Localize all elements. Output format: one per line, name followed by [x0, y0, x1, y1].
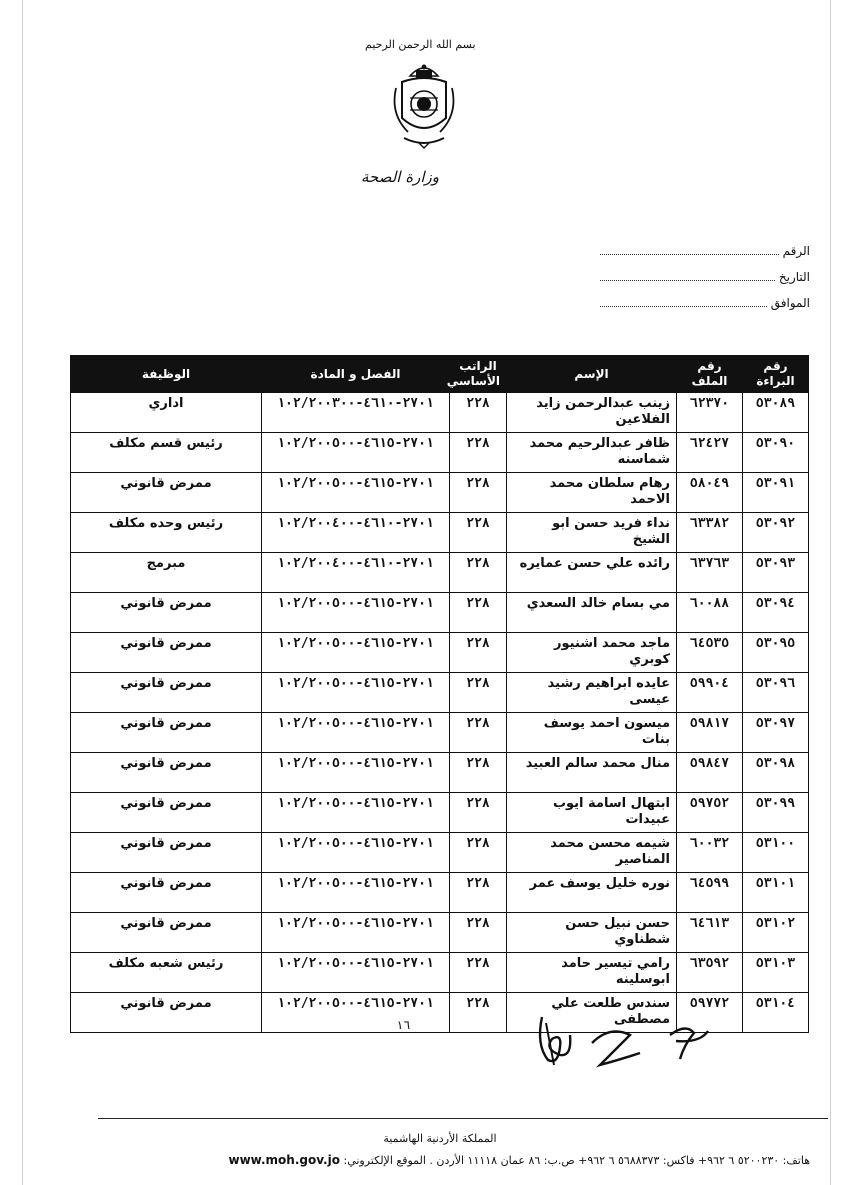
reference-corresponding-dots [600, 294, 767, 307]
footer-country-name: المملكة الأردنية الهاشمية [383, 1132, 497, 1145]
cell-file-number: ٦٠٠٣٢ [677, 833, 743, 873]
cell-file-number: ٦٤٦١٣ [677, 913, 743, 953]
cell-certificate-number: ٥٣٠٩٦ [743, 673, 809, 713]
cell-name: نداء فريد حسن ابو الشيخ [507, 513, 677, 553]
cell-file-number: ٦٢٣٧٠ [677, 393, 743, 433]
cell-chapter-article: ٢٧٠١-٤٦١٠-١٠٢/٢٠٠٤٠٠ [262, 553, 450, 593]
cell-chapter-article: ٢٧٠١-٤٦١٥-١٠٢/٢٠٠٥٠٠ [262, 793, 450, 833]
cell-certificate-number: ٥٣٠٩٥ [743, 633, 809, 673]
header-basic-salary: الراتب الأساسي [450, 356, 507, 393]
cell-basic-salary: ٢٢٨ [450, 913, 507, 953]
reference-corresponding-line [600, 294, 810, 320]
table-row [71, 673, 809, 713]
cell-name: ابتهال اسامة ايوب عبيدات [507, 793, 677, 833]
cell-basic-salary: ٢٢٨ [450, 793, 507, 833]
cell-certificate-number: ٥٣٠٩١ [743, 473, 809, 513]
cell-file-number: ٥٩٩٠٤ [677, 673, 743, 713]
reference-number-line [600, 242, 810, 268]
cell-job-title: مبرمج [71, 553, 262, 593]
cell-certificate-number: ٥٣١٠٣ [743, 953, 809, 993]
cell-file-number: ٦٣٣٨٢ [677, 513, 743, 553]
cell-name: ميسون احمد يوسف بنات [507, 713, 677, 753]
cell-chapter-article: ٢٧٠١-٤٦١٥-١٠٢/٢٠٠٥٠٠ [262, 753, 450, 793]
cell-chapter-article: ٢٧٠١-٤٦١٥-١٠٢/٢٠٠٥٠٠ [262, 433, 450, 473]
cell-certificate-number: ٥٣٠٩٢ [743, 513, 809, 553]
cell-basic-salary: ٢٢٨ [450, 753, 507, 793]
page-edge-right [830, 0, 831, 1185]
cell-name: ماجد محمد اشنيور كوبري [507, 633, 677, 673]
table-row [71, 433, 809, 473]
table-row [71, 953, 809, 993]
cell-name: رامي تيسير حامد ابوسلينه [507, 953, 677, 993]
cell-chapter-article: ٢٧٠١-٤٦١٠-١٠٢/٢٠٠٣٠٠ [262, 393, 450, 433]
footer-contact-text: هاتف: ٥٢٠٠٢٣٠ ٦ ٩٦٢+ فاكس: ٥٦٨٨٣٧٣ ٦ ٩٦٢+ ص.ب: ٨٦ عمان ١١١١٨ الأردن . الموقع الإلكتروني: [343, 1154, 810, 1167]
cell-name: عايده ابراهيم رشيد عيسى [507, 673, 677, 713]
cell-certificate-number: ٥٣٠٩٣ [743, 553, 809, 593]
table-row [71, 553, 809, 593]
cell-name: سندس طلعت علي مصطفى [507, 993, 677, 1033]
table-row [71, 513, 809, 553]
cell-job-title: رئيس قسم مكلف [71, 433, 262, 473]
header-certificate-number: رقم البراءة [743, 356, 809, 393]
cell-name: شيمه محسن محمد المناصير [507, 833, 677, 873]
cell-name: رهام سلطان محمد الاحمد [507, 473, 677, 513]
reference-date-line [600, 268, 810, 294]
cell-basic-salary: ٢٢٨ [450, 833, 507, 873]
cell-certificate-number: ٥٣٠٩٨ [743, 753, 809, 793]
cell-file-number: ٥٩٧٥٢ [677, 793, 743, 833]
cell-basic-salary: ٢٢٨ [450, 993, 507, 1033]
table-row [71, 593, 809, 633]
cell-name: رائده علي حسن عمايره [507, 553, 677, 593]
cell-certificate-number: ٥٣١٠٢ [743, 913, 809, 953]
cell-job-title: ممرض قانوني [71, 473, 262, 513]
jordan-coat-of-arms-icon [388, 58, 460, 150]
cell-job-title: ممرض قانوني [71, 593, 262, 633]
cell-job-title: ممرض قانوني [71, 753, 262, 793]
cell-file-number: ٦٢٤٢٧ [677, 433, 743, 473]
table-row [71, 713, 809, 753]
table-row [71, 473, 809, 513]
cell-file-number: ٥٩٨٤٧ [677, 753, 743, 793]
cell-basic-salary: ٢٢٨ [450, 433, 507, 473]
reference-number-dots [600, 242, 779, 255]
cell-certificate-number: ٥٣٠٩٩ [743, 793, 809, 833]
cell-job-title: ممرض قانوني [71, 833, 262, 873]
footer-contact-line [140, 1153, 810, 1167]
cell-name: نوره خليل يوسف عمر [507, 873, 677, 913]
cell-chapter-article: ٢٧٠١-٤٦١٥-١٠٢/٢٠٠٥٠٠ [262, 913, 450, 953]
cell-basic-salary: ٢٢٨ [450, 953, 507, 993]
ministry-name: وزارة الصحة [361, 168, 439, 186]
cell-chapter-article: ٢٧٠١-٤٦١٥-١٠٢/٢٠٠٥٠٠ [262, 593, 450, 633]
cell-chapter-article: ٢٧٠١-٤٦١٥-١٠٢/٢٠٠٥٠٠ [262, 953, 450, 993]
cell-basic-salary: ٢٢٨ [450, 513, 507, 553]
header-name: الإسم [507, 356, 677, 393]
cell-file-number: ٥٩٧٧٢ [677, 993, 743, 1033]
cell-basic-salary: ٢٢٨ [450, 633, 507, 673]
cell-name: زينب عبدالرحمن زايد الفلاعين [507, 393, 677, 433]
cell-job-title: ممرض قانوني [71, 633, 262, 673]
cell-file-number: ٥٩٨١٧ [677, 713, 743, 753]
table-row [71, 793, 809, 833]
cell-basic-salary: ٢٢٨ [450, 553, 507, 593]
cell-basic-salary: ٢٢٨ [450, 873, 507, 913]
cell-job-title: ممرض قانوني [71, 993, 262, 1033]
cell-certificate-number: ٥٣١٠٤ [743, 993, 809, 1033]
table-row [71, 393, 809, 433]
cell-certificate-number: ٥٣١٠١ [743, 873, 809, 913]
page-edge-left [22, 0, 23, 1185]
cell-file-number: ٦٤٥٩٩ [677, 873, 743, 913]
cell-job-title: ممرض قانوني [71, 673, 262, 713]
cell-file-number: ٦٣٥٩٢ [677, 953, 743, 993]
page-number: ١٦ [396, 1018, 411, 1032]
cell-job-title: ممرض قانوني [71, 793, 262, 833]
cell-basic-salary: ٢٢٨ [450, 393, 507, 433]
cell-name: منال محمد سالم العبيد [507, 753, 677, 793]
cell-certificate-number: ٥٣٠٨٩ [743, 393, 809, 433]
staff-table [70, 355, 809, 1033]
cell-chapter-article: ٢٧٠١-٤٦١٥-١٠٢/٢٠٠٥٠٠ [262, 473, 450, 513]
reference-number-label: الرقم [782, 244, 810, 258]
cell-file-number: ٥٨٠٤٩ [677, 473, 743, 513]
cell-certificate-number: ٥٣٠٩٤ [743, 593, 809, 633]
cell-job-title: رئيس وحده مكلف [71, 513, 262, 553]
cell-basic-salary: ٢٢٨ [450, 473, 507, 513]
cell-job-title: ممرض قانوني [71, 913, 262, 953]
cell-file-number: ٦٤٥٣٥ [677, 633, 743, 673]
header-chapter-article: الفصل و المادة [262, 356, 450, 393]
footer-divider [98, 1118, 828, 1119]
cell-basic-salary: ٢٢٨ [450, 593, 507, 633]
cell-basic-salary: ٢٢٨ [450, 713, 507, 753]
cell-job-title: رئيس شعبه مكلف [71, 953, 262, 993]
reference-date-dots [600, 268, 775, 281]
cell-name: مي بسام خالد السعدي [507, 593, 677, 633]
cell-certificate-number: ٥٣٠٩٠ [743, 433, 809, 473]
cell-file-number: ٦٣٧٦٣ [677, 553, 743, 593]
cell-chapter-article: ٢٧٠١-٤٦١٥-١٠٢/٢٠٠٥٠٠ [262, 833, 450, 873]
table-row [71, 873, 809, 913]
cell-file-number: ٦٠٠٨٨ [677, 593, 743, 633]
cell-job-title: اداري [71, 393, 262, 433]
header-job-title: الوظيفة [71, 356, 262, 393]
cell-chapter-article: ٢٧٠١-٤٦١٠-١٠٢/٢٠٠٤٠٠ [262, 513, 450, 553]
table-row [71, 633, 809, 673]
cell-job-title: ممرض قانوني [71, 713, 262, 753]
cell-chapter-article: ٢٧٠١-٤٦١٥-١٠٢/٢٠٠٥٠٠ [262, 993, 450, 1033]
footer-website-link[interactable]: www.moh.gov.jo [228, 1153, 340, 1167]
table-row [71, 913, 809, 953]
cell-basic-salary: ٢٢٨ [450, 673, 507, 713]
table-row [71, 833, 809, 873]
header-file-number: رقم الملف [677, 356, 743, 393]
cell-chapter-article: ٢٧٠١-٤٦١٥-١٠٢/٢٠٠٥٠٠ [262, 713, 450, 753]
cell-chapter-article: ٢٧٠١-٤٦١٥-١٠٢/٢٠٠٥٠٠ [262, 873, 450, 913]
table-row [71, 753, 809, 793]
cell-job-title: ممرض قانوني [71, 873, 262, 913]
cell-certificate-number: ٥٣٠٩٧ [743, 713, 809, 753]
basmala-text: بسم الله الرحمن الرحيم [365, 38, 476, 51]
cell-chapter-article: ٢٧٠١-٤٦١٥-١٠٢/٢٠٠٥٠٠ [262, 673, 450, 713]
reference-corresponding-label: الموافق [770, 296, 810, 310]
handwritten-signatures-icon [530, 1005, 720, 1075]
cell-name: ظافر عبدالرحيم محمد شماسنه [507, 433, 677, 473]
reference-date-label: التاريخ [778, 270, 810, 284]
cell-certificate-number: ٥٣١٠٠ [743, 833, 809, 873]
cell-chapter-article: ٢٧٠١-٤٦١٥-١٠٢/٢٠٠٥٠٠ [262, 633, 450, 673]
reference-block [600, 242, 810, 320]
table-header-row [71, 356, 809, 393]
cell-name: حسن نبيل حسن شطناوي [507, 913, 677, 953]
